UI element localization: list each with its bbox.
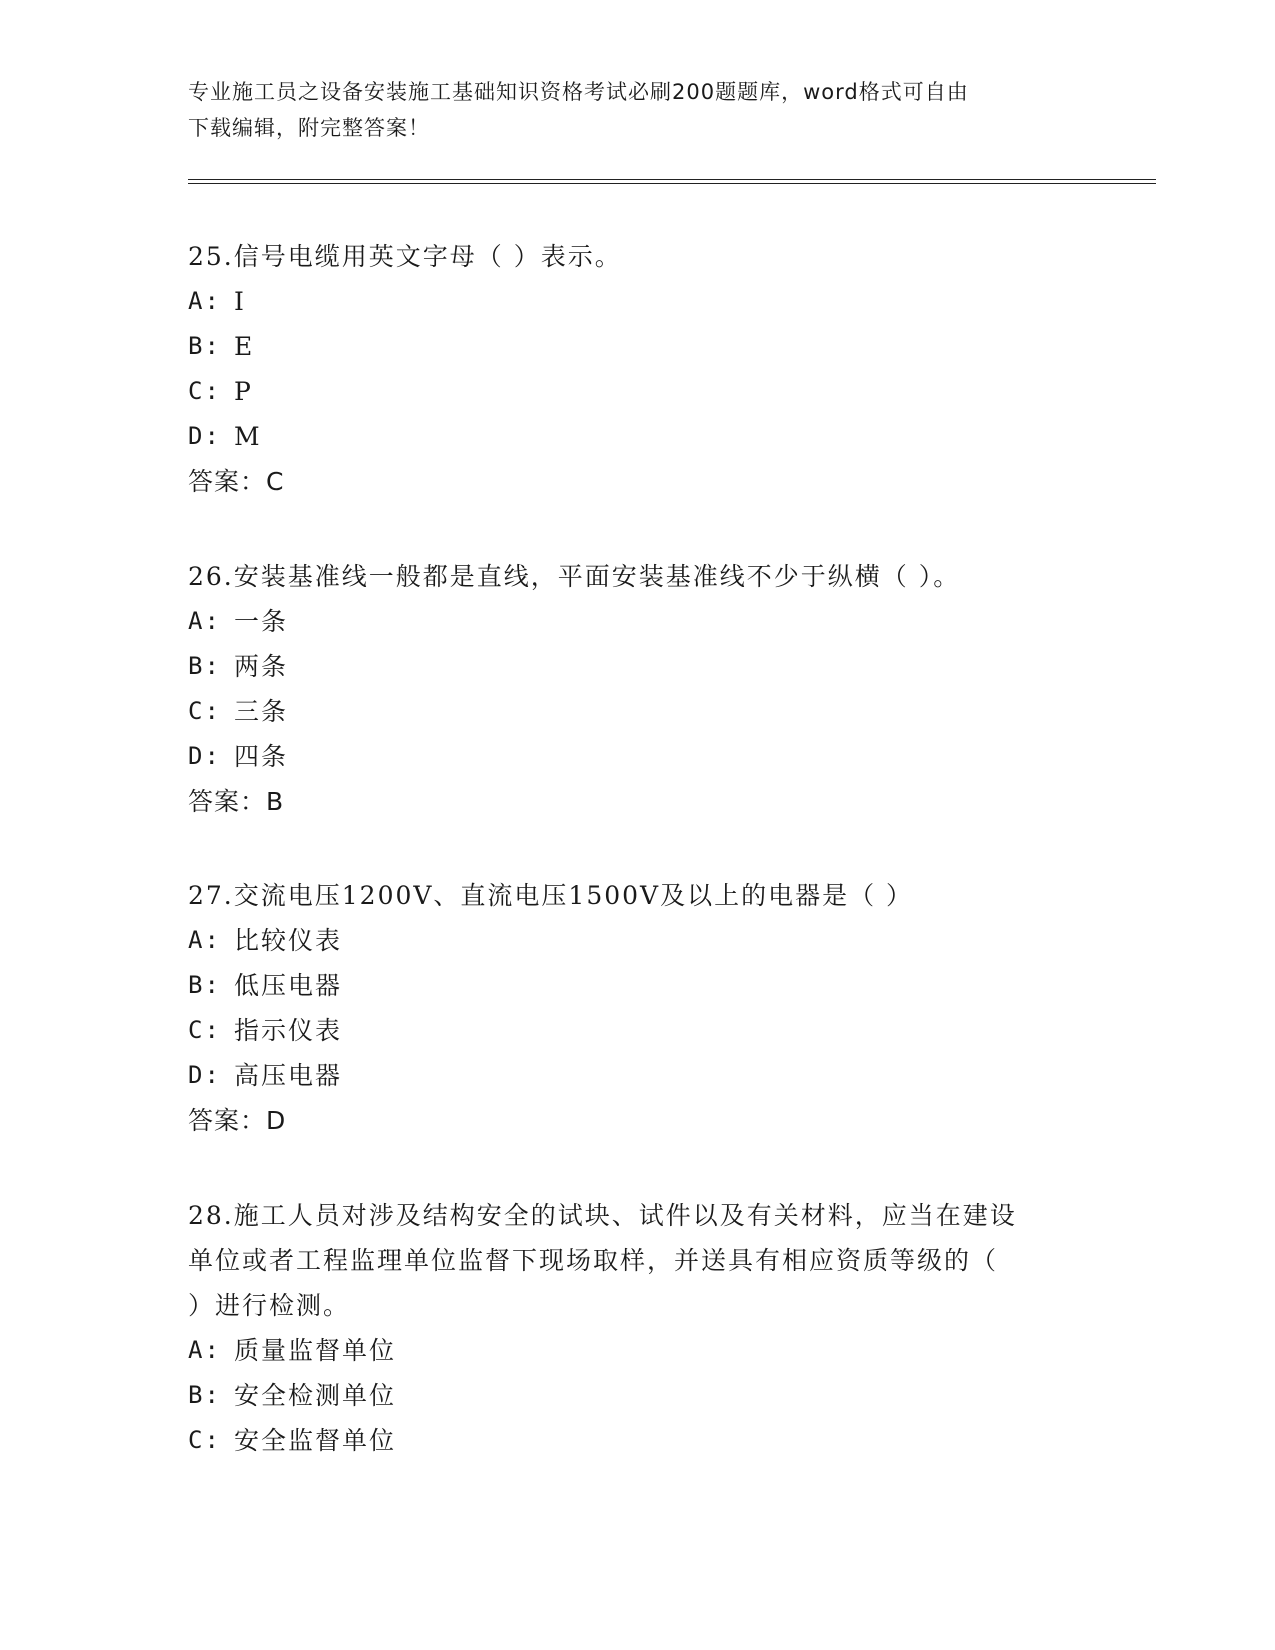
option-key: A: bbox=[188, 607, 221, 635]
question-27 bbox=[188, 873, 1088, 1143]
option-text: 高压电器 bbox=[234, 1061, 343, 1090]
option-c bbox=[188, 369, 1088, 414]
question-stem: 27.交流电压1200V、直流电压1500V及以上的电器是（ ） bbox=[188, 881, 914, 910]
option-text: 质量监督单位 bbox=[234, 1336, 397, 1365]
answer-line: 答案：B bbox=[188, 787, 285, 816]
option-key: C: bbox=[188, 697, 221, 725]
option-b bbox=[188, 644, 1088, 689]
option-key: A: bbox=[188, 926, 221, 954]
option-key: B: bbox=[188, 652, 221, 680]
option-text: 安全检测单位 bbox=[234, 1381, 397, 1410]
option-key: A: bbox=[188, 1336, 221, 1364]
option-text: 比较仪表 bbox=[234, 926, 343, 955]
option-b bbox=[188, 1373, 1088, 1418]
header-divider-top bbox=[188, 179, 1156, 180]
option-c bbox=[188, 689, 1088, 734]
question-25 bbox=[188, 234, 1088, 504]
document-header bbox=[188, 74, 1088, 146]
option-key: B: bbox=[188, 971, 221, 999]
option-text: 三条 bbox=[234, 697, 289, 726]
option-key: D: bbox=[188, 742, 221, 770]
answer-line: 答案：C bbox=[188, 467, 285, 496]
answer-line: 答案：D bbox=[188, 1106, 287, 1135]
option-b bbox=[188, 324, 1088, 369]
option-text: E bbox=[234, 332, 255, 361]
option-text: I bbox=[234, 287, 246, 316]
question-stem-line-2: 单位或者工程监理单位监督下现场取样，并送具有相应资质等级的（ bbox=[188, 1246, 999, 1275]
header-line-1: 专业施工员之设备安装施工基础知识资格考试必刷200题题库，word格式可自由 bbox=[188, 80, 969, 104]
question-stem-line-3: ）进行检测。 bbox=[188, 1291, 351, 1320]
question-26 bbox=[188, 554, 1088, 824]
option-a bbox=[188, 599, 1088, 644]
option-key: D: bbox=[188, 1061, 221, 1089]
option-text: 指示仪表 bbox=[234, 1016, 343, 1045]
option-a bbox=[188, 1328, 1088, 1373]
option-text: 两条 bbox=[234, 652, 289, 681]
option-d bbox=[188, 734, 1088, 779]
question-28 bbox=[188, 1193, 1088, 1463]
question-stem: 26.安装基准线一般都是直线，平面安装基准线不少于纵横（ ）。 bbox=[188, 562, 961, 591]
option-key: A: bbox=[188, 287, 221, 315]
option-d bbox=[188, 1053, 1088, 1098]
option-key: B: bbox=[188, 1381, 221, 1409]
option-c bbox=[188, 1008, 1088, 1053]
option-c bbox=[188, 1418, 1088, 1463]
option-text: M bbox=[234, 422, 262, 451]
option-key: D: bbox=[188, 422, 221, 450]
option-key: C: bbox=[188, 377, 221, 405]
header-line-2: 下载编辑，附完整答案！ bbox=[188, 116, 430, 140]
option-text: 低压电器 bbox=[234, 971, 343, 1000]
option-text: 一条 bbox=[234, 607, 289, 636]
option-key: C: bbox=[188, 1426, 221, 1454]
header-divider-bottom bbox=[188, 183, 1156, 184]
question-stem-line-1: 28.施工人员对涉及结构安全的试块、试件以及有关材料，应当在建设 bbox=[188, 1201, 1017, 1230]
option-text: 安全监督单位 bbox=[234, 1426, 397, 1455]
option-key: B: bbox=[188, 332, 221, 360]
question-stem: 25.信号电缆用英文字母（ ）表示。 bbox=[188, 242, 622, 271]
option-text: P bbox=[234, 377, 253, 406]
option-key: C: bbox=[188, 1016, 221, 1044]
option-text: 四条 bbox=[234, 742, 289, 771]
option-a bbox=[188, 918, 1088, 963]
option-b bbox=[188, 963, 1088, 1008]
option-a bbox=[188, 279, 1088, 324]
option-d bbox=[188, 414, 1088, 459]
